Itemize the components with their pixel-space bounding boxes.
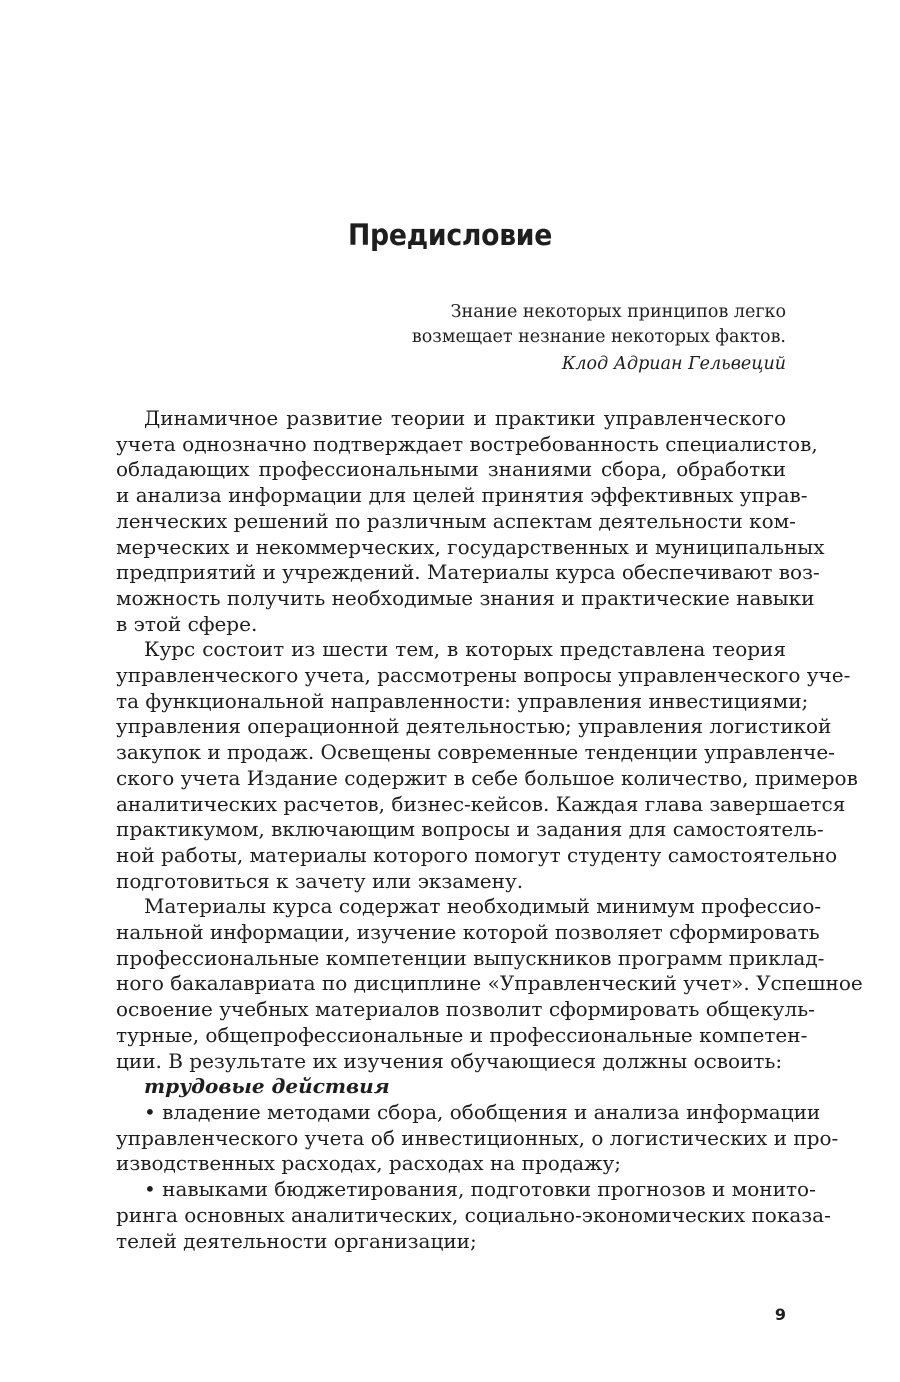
text-line: ного бакалавриата по дисциплине «Управленческий учет». Успешное [116, 971, 863, 996]
bullet-item [116, 1177, 831, 1254]
text-line: Курс состоит из шести тем, в которых представлена теория [144, 637, 786, 662]
text-line: ленческих решений по различным аспектам деятельности ком- [116, 508, 796, 533]
text-line: ринга основных аналитических, социально-экономических показа- [116, 1202, 831, 1227]
text-line: та функциональной направленности: управления инвестициями; [116, 688, 809, 713]
epigraph-quote-line: Знание некоторых принципов легко [450, 302, 786, 322]
epigraph-author: Клод Адриан Гельвеций [561, 354, 786, 374]
page-number: 9 [774, 1305, 786, 1324]
text-line: можность получить необходимые знания и практические навыки [116, 585, 815, 610]
text-line: ной работы, материалы которого помогут студенту самостоятельно [116, 842, 838, 867]
body-text [116, 406, 863, 1254]
text-line: управленческого учета, рассмотрены вопросы управленческого уче- [116, 663, 851, 688]
text-line: нальной информации, изучение которой позволяет сформировать [116, 920, 820, 945]
text-line: в этой сфере. [116, 611, 258, 636]
text-line: освоение учебных материалов позволит сформировать общекуль- [116, 997, 815, 1022]
text-line: телей деятельности организации; [116, 1228, 477, 1253]
text-line: управленческого учета об инвестиционных, о логистических и про- [116, 1125, 839, 1150]
text-line: изводственных расходах, расходах на продажу; [116, 1151, 621, 1176]
text-line: управления операционной деятельностью; управления логистикой [116, 714, 832, 739]
text-line: профессиональные компетенции выпускников программ приклад- [116, 945, 825, 970]
text-line: учета однозначно подтверждает востребованность специалистов, [116, 431, 818, 456]
text-line: • навыками бюджетирования, подготовки прогнозов и монито- [144, 1177, 816, 1202]
text-line: мерческих и некоммерческих, государственных и муниципальных [116, 534, 825, 559]
bullet-item [116, 1099, 839, 1177]
text-line: обладающих профессиональными знаниями сбора, обработки [116, 457, 786, 482]
paragraph [116, 894, 863, 1074]
text-line: подготовиться к зачету или экзамену. [116, 868, 524, 893]
text-line: аналитических расчетов, бизнес-кейсов. Каждая глава завершается [116, 791, 846, 816]
text-line: • владение методами сбора, обобщения и анализа информации [144, 1099, 821, 1124]
page-title: Предисловие [347, 218, 553, 252]
text-line: практикумом, включающим вопросы и задания для самостоятель- [116, 817, 824, 842]
paragraph [116, 637, 858, 894]
epigraph [380, 300, 786, 377]
text-line: Материалы курса содержат необходимый минимум профессио- [144, 894, 822, 919]
text-line: Динамичное развитие теории и практики управленческого [144, 406, 786, 430]
text-line: ского учета Издание содержит в себе большое количество, примеров [116, 765, 858, 790]
text-line: турные, общепрофессиональные и профессиональные компетен- [116, 1022, 808, 1047]
text-line: ции. В результате их изучения обучающиеся должны освоить: [116, 1048, 783, 1073]
subheading: трудовые действия [144, 1074, 390, 1099]
epigraph-quote-line: возмещает незнание некоторых фактов. [411, 327, 786, 347]
paragraph [116, 406, 825, 637]
text-line: предприятий и учреждений. Материалы курса обеспечивают воз- [116, 560, 820, 585]
text-line: закупок и продаж. Освещены современные тенденции управленче- [116, 740, 835, 765]
text-line: и анализа информации для целей принятия эффективных управ- [116, 483, 808, 508]
